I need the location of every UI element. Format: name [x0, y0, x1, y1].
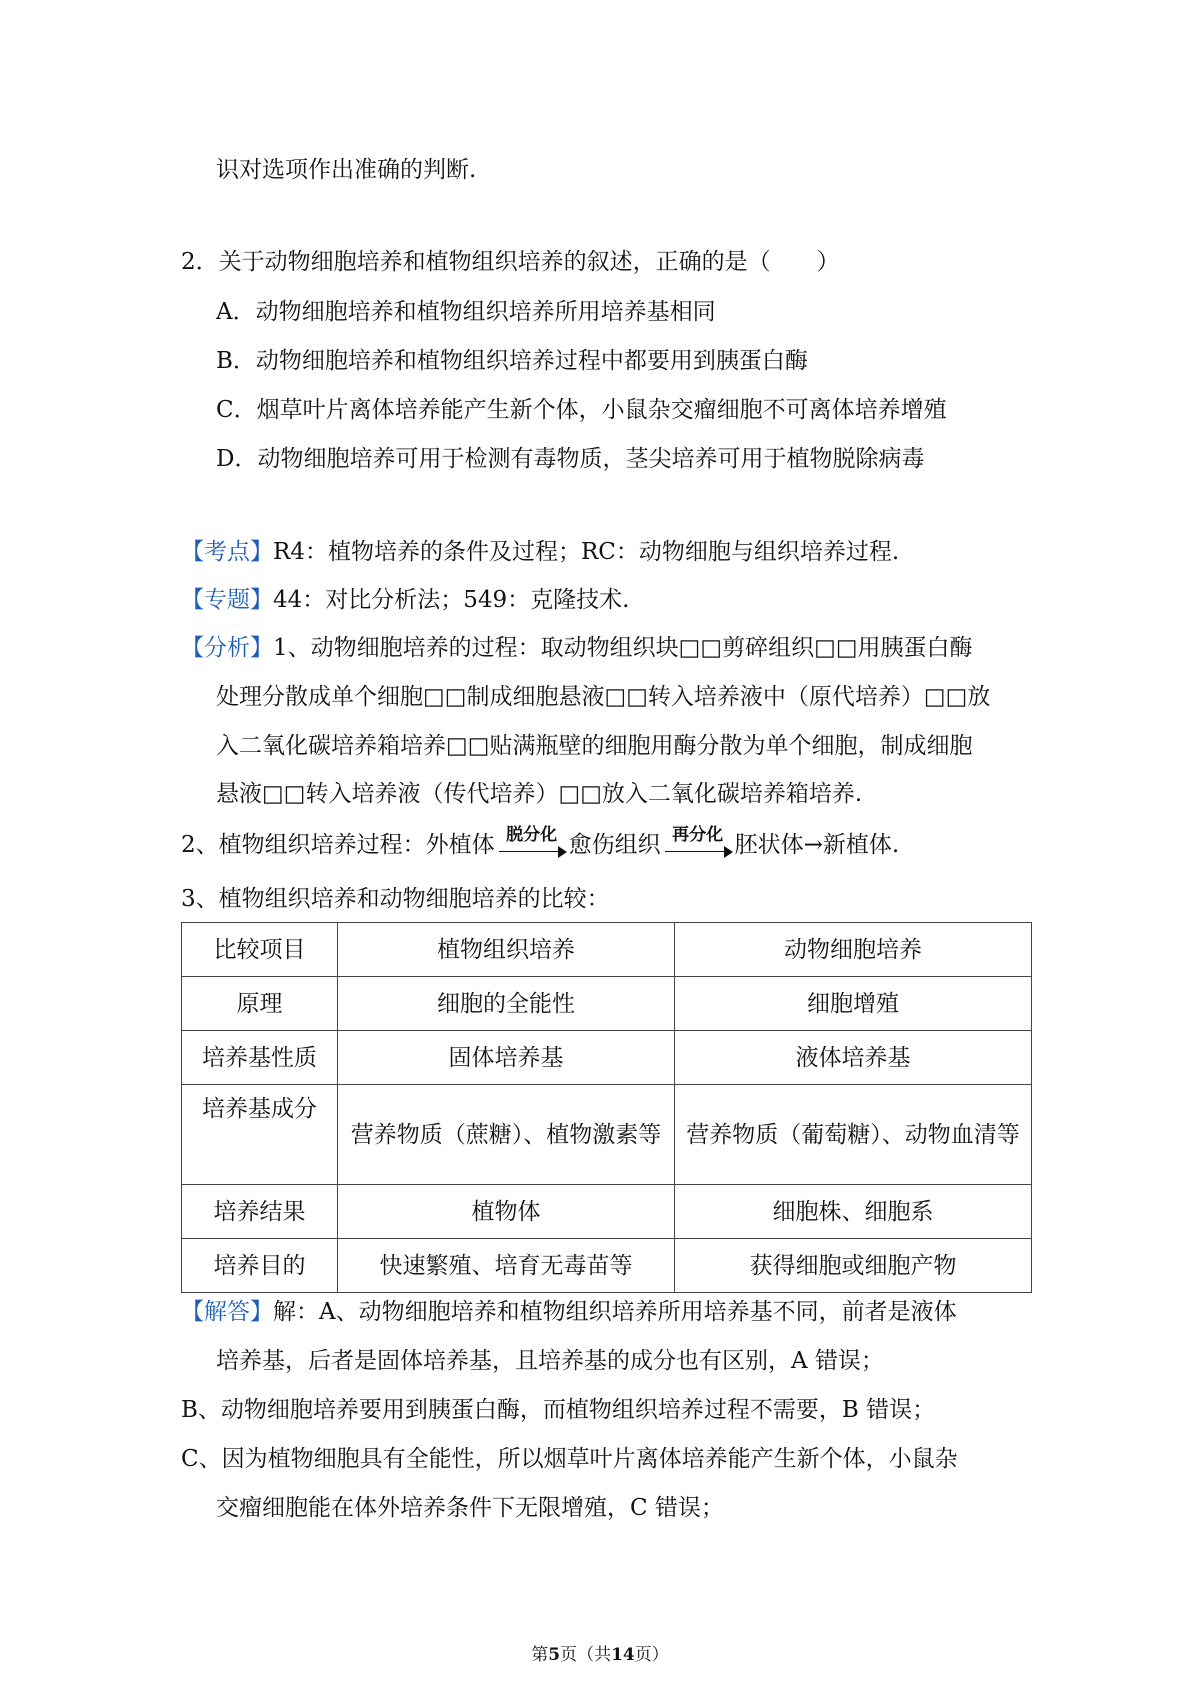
fenxi-line-4: 悬液□□转入培养液（传代培养）□□放入二氧化碳培养箱培养.: [216, 781, 863, 807]
table-row: [182, 1031, 1032, 1085]
arrow-head-2: [724, 846, 733, 858]
arrow-shaft-1: [499, 851, 561, 852]
table-cell: 细胞株、细胞系: [675, 1185, 1032, 1239]
table-cell: 营养物质（葡萄糖）、动物血清等: [675, 1085, 1032, 1185]
table-cell: 培养目的: [182, 1239, 338, 1293]
comparison-table: [181, 922, 1032, 1293]
table-row: [182, 1185, 1032, 1239]
arrow-label-2: 再分化: [672, 825, 724, 845]
redifferentiation-arrow: [663, 825, 733, 861]
table-cell: 植物体: [338, 1185, 675, 1239]
table-cell: 培养基成分: [182, 1085, 338, 1185]
fenxi-line-3: 入二氧化碳培养箱培养□□贴满瓶壁的细胞用酶分散为单个细胞，制成细胞: [216, 733, 973, 759]
arrow-shaft-2: [665, 851, 727, 852]
dedifferentiation-arrow: [497, 825, 567, 861]
arrow-head-1: [558, 846, 567, 858]
option-a: A．动物细胞培养和植物组织培养所用培养基相同: [216, 299, 716, 325]
jieda-line-2: 培养基，后者是固体培养基，且培养基的成分也有区别，A 错误；: [216, 1348, 884, 1374]
footer-pre: 第: [531, 1645, 549, 1665]
arrow-label-1: 脱分化: [506, 825, 558, 845]
page-footer: [0, 1640, 1200, 1665]
fenxi-line-1: [181, 632, 973, 664]
plant-process-line: [181, 825, 900, 861]
process-prefix: 2、植物组织培养过程：外植体: [181, 832, 495, 858]
zhuanti-text: 44：对比分析法；549：克隆技术.: [273, 587, 630, 613]
option-d: D．动物细胞培养可用于检测有毒物质，茎尖培养可用于植物脱除病毒: [216, 446, 925, 472]
footer-mid: 页（共: [560, 1645, 612, 1665]
process-mid: 愈伤组织: [568, 832, 661, 858]
option-b: B．动物细胞培养和植物组织培养过程中都要用到胰蛋白酶: [216, 348, 808, 374]
jieda-line-1: [181, 1296, 957, 1328]
kaodian-line: [181, 536, 899, 568]
zhuanti-tag: 【专题】: [181, 587, 273, 613]
table-cell: 固体培养基: [338, 1031, 675, 1085]
jieda-line-4: C、因为植物细胞具有全能性，所以烟草叶片离体培养能产生新个体，小鼠杂: [181, 1446, 958, 1472]
table-cell: 快速繁殖、培育无毒苗等: [338, 1239, 675, 1293]
table-cell: 细胞增殖: [675, 977, 1032, 1031]
footer-page-number: 5: [548, 1645, 561, 1665]
fenxi-text-1: 1、动物细胞培养的过程：取动物组织块□□剪碎组织□□用胰蛋白酶: [273, 635, 973, 661]
table-cell: 培养基性质: [182, 1031, 338, 1085]
jieda-tag: 【解答】: [181, 1299, 273, 1325]
jieda-line-5: 交瘤细胞能在体外培养条件下无限增殖，C 错误；: [216, 1495, 724, 1521]
question-stem: 2．关于动物细胞培养和植物组织培养的叙述，正确的是（ ）: [181, 249, 840, 275]
option-c: C．烟草叶片离体培养能产生新个体，小鼠杂交瘤细胞不可离体培养增殖: [216, 397, 947, 423]
jieda-text-1: 解：A、动物细胞培养和植物组织培养所用培养基不同，前者是液体: [273, 1299, 957, 1325]
table-cell: 细胞的全能性: [338, 977, 675, 1031]
text-line: 识对选项作出准确的判断.: [216, 157, 477, 183]
table-row: [182, 977, 1032, 1031]
table-row: [182, 1085, 1032, 1185]
process-suffix: 胚状体→新植体.: [734, 832, 900, 858]
table-cell: 培养结果: [182, 1185, 338, 1239]
table-header-cell: 比较项目: [182, 923, 338, 977]
kaodian-tag: 【考点】: [181, 539, 273, 565]
footer-total-pages: 14: [611, 1645, 635, 1665]
jieda-line-3: B、动物细胞培养要用到胰蛋白酶，而植物组织培养过程不需要，B 错误；: [181, 1397, 936, 1423]
table-header-cell: 动物细胞培养: [675, 923, 1032, 977]
table-cell: 原理: [182, 977, 338, 1031]
fenxi-line-2: 处理分散成单个细胞□□制成细胞悬液□□转入培养液中（原代培养）□□放: [216, 684, 991, 710]
table-row: [182, 1239, 1032, 1293]
table-header-row: [182, 923, 1032, 977]
compare-intro: 3、植物组织培养和动物细胞培养的比较：: [181, 886, 610, 912]
zhuanti-line: [181, 584, 629, 616]
table-cell: 营养物质（蔗糖）、植物激素等: [338, 1085, 675, 1185]
footer-post: 页）: [634, 1645, 669, 1665]
kaodian-text: R4：植物培养的条件及过程；RC：动物细胞与组织培养过程.: [273, 539, 900, 565]
fenxi-tag: 【分析】: [181, 635, 273, 661]
table-cell: 获得细胞或细胞产物: [675, 1239, 1032, 1293]
table-header-cell: 植物组织培养: [338, 923, 675, 977]
table-cell: 液体培养基: [675, 1031, 1032, 1085]
